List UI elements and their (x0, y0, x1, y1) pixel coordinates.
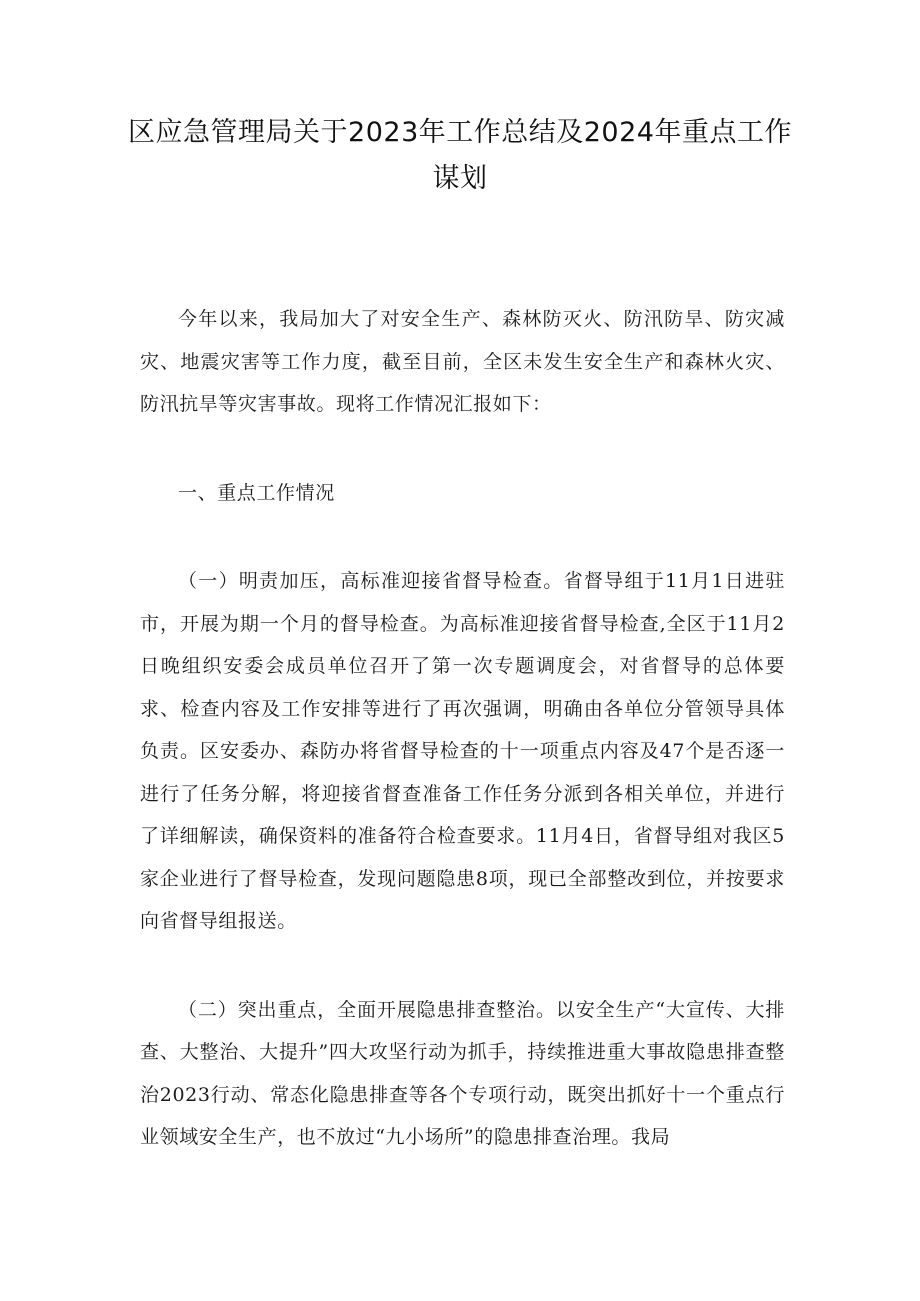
paragraph-item-2: （二）突出重点，全面开展隐患排查整治。以安全生产“大宣传、大排查、大整治、大提升”四大攻坚行动为抓手，持续推进重大事故隐患排查整治2023行动、常态化隐患排查等各个专项行动，既突出抓好十一个重点行业领域安全生产，也不放过“九小场所”的隐患排查治理。我局 (140, 998, 785, 1148)
paragraph-item-1: （一）明责加压，高标准迎接省督导检查。省督导组于11月1日进驻市，开展为期一个月的督导检查。为高标准迎接省督导检查,全区于11月2日晚组织安委会成员单位召开了第一次专题调度会，对省督导的总体要求、检查内容及工作安排等进行了再次强调，明确由各单位分管领导具体负责。区安委办、森防办将省督导检查的十一项重点内容及47个是否逐一进行了任务分解，将迎接省督查准备工作任务分派到各相关单位，并进行了详细解读，确保资料的准备符合检查要求。11月4日，省督导组对我区5家企业进行了督导检查，发现问题隐患8项，现已全部整改到位，并按要求向省督导组报送。 (140, 570, 785, 932)
section-heading-key-work: 一、重点工作情况 (178, 481, 335, 504)
intro-paragraph: 今年以来，我局加大了对安全生产、森林防灭火、防汛防旱、防灾减灾、地震灾害等工作力度，截至目前，全区未发生安全生产和森林火灾、防汛抗旱等灾害事故。现将工作情况汇报如下： (140, 308, 785, 415)
document-body (140, 298, 785, 1159)
document-title: 区应急管理局关于2023年工作总结及2024年重点工作谋划 (128, 117, 792, 194)
